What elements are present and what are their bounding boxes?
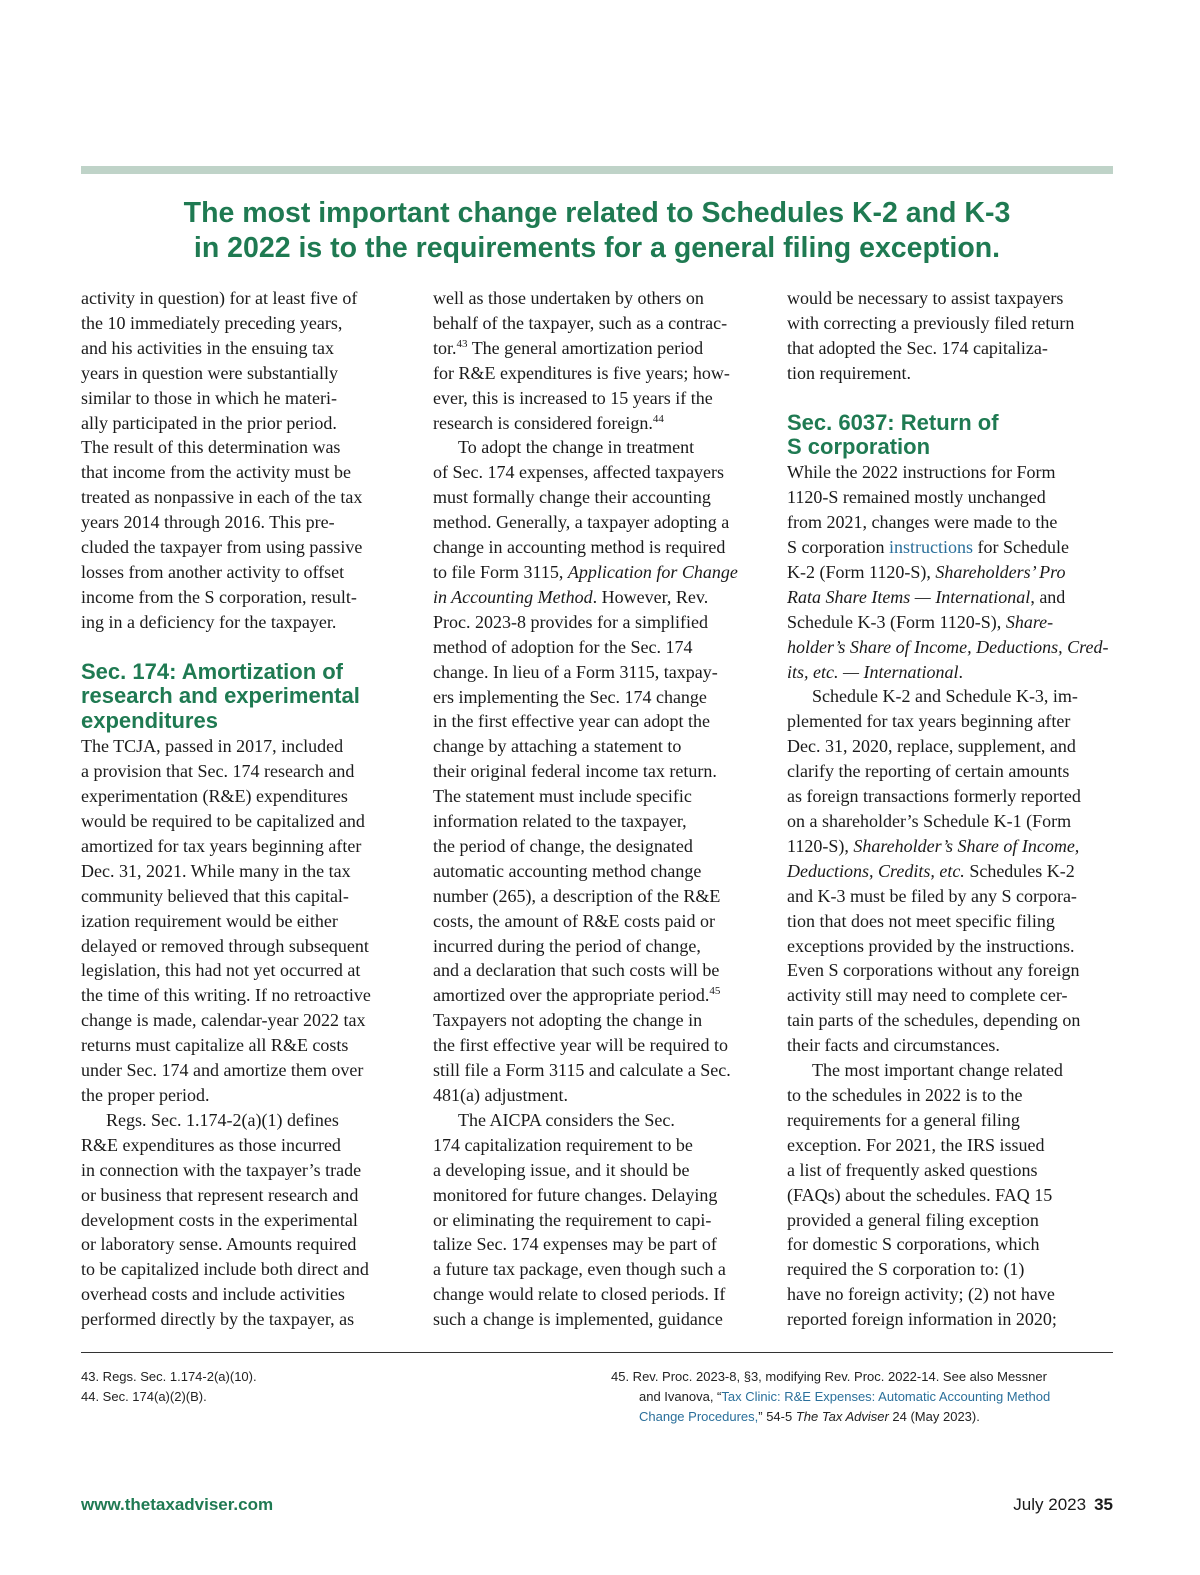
text-line: that income from the activity must be	[81, 462, 351, 483]
text-line: R&E expenditures as those incurred	[81, 1134, 341, 1155]
text-span: 24 (May 2023).	[888, 1409, 980, 1424]
text-line: the time of this writing. If no retroactive	[81, 985, 371, 1006]
footnote-ref-43[interactable]: 43	[456, 337, 468, 350]
text-span: Schedules K-2	[964, 860, 1075, 881]
text-line: method. Generally, a taxpayer adopting a	[433, 512, 730, 533]
text-line: change is made, calendar-year 2022 tax	[81, 1010, 366, 1031]
text-line: under Sec. 174 and amortize them over	[81, 1060, 364, 1081]
text-line	[787, 610, 1117, 635]
text-line: income from the S corporation, result-	[81, 586, 357, 607]
text-line: of Sec. 174 expenses, affected taxpayers	[433, 462, 725, 483]
paragraph	[787, 1058, 1117, 1332]
text-line: overhead costs and include activities	[81, 1284, 345, 1305]
text-line: as foreign transactions formerly reported	[787, 786, 1081, 807]
text-line: (FAQs) about the schedules. FAQ 15	[787, 1184, 1053, 1205]
text-line: reported foreign information in 2020;	[787, 1309, 1057, 1330]
text-span: Schedule K-3 (Form 1120-S),	[787, 611, 1006, 632]
text-line: change by attaching a statement to	[433, 736, 682, 757]
text-line: that adopted the Sec. 174 capitaliza-	[787, 337, 1048, 358]
paragraph	[787, 684, 1117, 1058]
text-line: to the schedules in 2022 is to the	[787, 1084, 1023, 1105]
text-line: a future tax package, even though such a	[433, 1259, 726, 1280]
footnote-ref-45[interactable]: 45	[709, 985, 721, 998]
text-line: The most important change related	[812, 1060, 1063, 1081]
text-line: To adopt the change in treatment	[458, 437, 695, 458]
pull-quote	[81, 196, 1113, 266]
text-span: 1120-S),	[787, 835, 854, 856]
text-line: experimentation (R&E) expenditures	[81, 786, 348, 807]
text-line: years 2014 through 2016. This pre-	[81, 512, 335, 533]
text-line	[433, 336, 763, 361]
text-line: for domestic S corporations, which	[787, 1234, 1040, 1255]
text-line	[787, 834, 1117, 859]
heading-line: expenditures	[81, 708, 218, 734]
text-line: incurred during the period of change,	[433, 935, 701, 956]
text-line: well as those undertaken by others on	[433, 288, 704, 308]
text-line: activity in question) for at least five of	[81, 288, 358, 308]
text-line: exception. For 2021, the IRS issued	[787, 1134, 1045, 1155]
text-line	[787, 560, 1117, 585]
publication-title: The Tax Adviser	[795, 1409, 889, 1424]
form-title-italic: Rata Share Items — International	[787, 586, 1031, 607]
text-line: their facts and circumstances.	[787, 1035, 1000, 1056]
footer-issue	[1013, 1495, 1113, 1515]
paragraph	[81, 1108, 407, 1332]
text-line: and his activities in the ensuing tax	[81, 337, 334, 358]
text-line: development costs in the experimental	[81, 1209, 358, 1230]
page-number: 35	[1094, 1495, 1113, 1514]
text-line: ization requirement would be either	[81, 910, 338, 931]
text-line	[787, 660, 1117, 685]
text-line: The AICPA considers the Sec.	[458, 1109, 675, 1130]
paragraph	[433, 435, 763, 1107]
form-title-italic: Deductions, Credits, etc.	[787, 860, 965, 881]
footnote-ref-44[interactable]: 44	[652, 412, 664, 425]
section-heading-sec-6037	[787, 411, 1117, 461]
form-title-italic: Shareholders’ Pro	[935, 561, 1066, 582]
text-line: ers implementing the Sec. 174 change	[433, 686, 707, 707]
heading-line: S corporation	[787, 434, 931, 460]
text-line: activity still may need to complete cer-	[787, 985, 1068, 1006]
text-line: tion requirement.	[787, 362, 911, 383]
text-line: change. In lieu of a Form 3115, taxpay-	[433, 661, 718, 682]
text-line: The statement must include specific	[433, 786, 692, 807]
text-line: similar to those in which he materi-	[81, 387, 337, 408]
text-span: K-2 (Form 1120-S),	[787, 561, 936, 582]
pull-quote-line: in 2022 is to the requirements for a general filing exception.	[193, 232, 1001, 264]
text-span: for Schedule	[972, 537, 1069, 558]
footer-website-link[interactable]: www.thetaxadviser.com	[81, 1495, 274, 1514]
footnote-45-cont	[611, 1407, 1111, 1427]
text-line: with correcting a previously filed return	[787, 312, 1075, 333]
text-line: exceptions provided by the instructions.	[787, 935, 1075, 956]
pull-quote-line: The most important change related to Schedules K-2 and K-3	[183, 197, 1011, 229]
text-line: The result of this determination was	[81, 437, 341, 458]
text-span: S corporation	[787, 537, 889, 558]
paragraph	[787, 460, 1117, 684]
text-line: monitored for future changes. Delaying	[433, 1184, 718, 1205]
tax-clinic-link[interactable]: Tax Clinic: R&E Expenses: Automatic Accounting Method	[721, 1389, 1051, 1404]
text-line: still file a Form 3115 and calculate a Sec.	[433, 1060, 731, 1081]
text-span: research is considered foreign.	[433, 412, 653, 433]
form-title-italic: Application for Change	[567, 561, 738, 582]
text-line: provided a general filing exception	[787, 1209, 1039, 1230]
text-line: Regs. Sec. 1.174-2(a)(1) defines	[106, 1109, 339, 1130]
text-line: treated as nonpassive in each of the tax	[81, 487, 363, 508]
text-span: tor.	[433, 337, 457, 358]
text-line: performed directly by the taxpayer, as	[81, 1309, 355, 1330]
text-line	[787, 535, 1117, 560]
footnote-45: 45. Rev. Proc. 2023-8, §3, modifying Rev. Proc. 2022-14. See also Messner	[611, 1369, 1047, 1384]
footnote-45-cont	[611, 1387, 1111, 1407]
text-line: number (265), a description of the R&E	[433, 885, 721, 906]
paragraph	[433, 286, 763, 435]
column-3	[787, 286, 1117, 1332]
text-line	[787, 859, 1117, 884]
text-line: information related to the taxpayer,	[433, 811, 687, 832]
text-line: or business that represent research and	[81, 1184, 359, 1205]
text-line: automatic accounting method change	[433, 860, 702, 881]
tax-clinic-link[interactable]: Change Procedures,	[639, 1409, 759, 1424]
heading-line: Sec. 174: Amortization of	[81, 658, 344, 684]
footnote-divider	[81, 1352, 1113, 1353]
text-line: in connection with the taxpayer’s trade	[81, 1159, 362, 1180]
text-line: 1120-S remained mostly unchanged	[787, 487, 1046, 508]
text-line: Schedule K-2 and Schedule K-3, im-	[812, 686, 1078, 707]
text-line: Dec. 31, 2020, replace, supplement, and	[787, 736, 1076, 757]
text-line: Even S corporations without any foreign	[787, 960, 1080, 981]
text-line: costs, the amount of R&E costs paid or	[433, 910, 715, 931]
form-title-italic: in Accounting Method	[433, 586, 593, 607]
text-line: would be necessary to assist taxpayers	[787, 288, 1064, 308]
top-rule	[81, 166, 1113, 174]
instructions-link[interactable]: instructions	[888, 537, 973, 558]
section-heading-sec-174	[81, 660, 407, 735]
text-span: amortized over the appropriate period.	[433, 985, 710, 1006]
text-line: plemented for tax years beginning after	[787, 711, 1071, 732]
text-line: clarify the reporting of certain amounts	[787, 761, 1070, 782]
text-line: have no foreign activity; (2) not have	[787, 1284, 1055, 1305]
text-span: , and	[1030, 586, 1066, 607]
text-line: behalf of the taxpayer, such as a contrac-	[433, 312, 728, 333]
text-line: for R&E expenditures is five years; how-	[433, 362, 730, 383]
text-line: the proper period.	[81, 1084, 210, 1105]
text-line: change in accounting method is required	[433, 537, 726, 558]
text-line: Proc. 2023-8 provides for a simplified	[433, 611, 708, 632]
text-line	[787, 585, 1117, 610]
text-line: 174 capitalization requirement to be	[433, 1134, 693, 1155]
text-line: in the first effective year can adopt the	[433, 711, 711, 732]
form-title-italic: Shareholder’s Share of Income,	[853, 835, 1080, 856]
paragraph	[787, 286, 1117, 386]
text-line: losses from another activity to offset	[81, 561, 345, 582]
text-line: Dec. 31, 2021. While many in the tax	[81, 860, 351, 881]
text-line: such a change is implemented, guidance	[433, 1309, 723, 1330]
form-title-italic: its, etc. — International	[787, 661, 959, 682]
text-line: change would relate to closed periods. If	[433, 1284, 726, 1305]
text-line	[433, 585, 763, 610]
text-span: ” 54-5	[758, 1409, 796, 1424]
text-line: ing in a deficiency for the taxpayer.	[81, 611, 337, 632]
text-line: ever, this is increased to 15 years if the	[433, 387, 713, 408]
text-line: tain parts of the schedules, depending on	[787, 1010, 1081, 1031]
text-line: or laboratory sense. Amounts required	[81, 1234, 357, 1255]
footnote-43: 43. Regs. Sec. 1.174-2(a)(10).	[81, 1369, 257, 1384]
text-line: returns must capitalize all R&E costs	[81, 1035, 349, 1056]
footnote-44: 44. Sec. 174(a)(2)(B).	[81, 1389, 207, 1404]
text-line: on a shareholder’s Schedule K-1 (Form	[787, 811, 1072, 832]
footnotes-left	[81, 1367, 581, 1407]
text-line: years in question were substantially	[81, 362, 338, 383]
paragraph	[81, 734, 407, 1108]
text-line: to be capitalized include both direct and	[81, 1259, 369, 1280]
issue-date: July 2023	[1013, 1495, 1087, 1514]
text-line: method of adoption for the Sec. 174	[433, 636, 693, 657]
form-title-italic: Share-	[1005, 611, 1054, 632]
heading-line: research and experimental	[81, 683, 360, 709]
column-1	[81, 286, 407, 1332]
text-line: and a declaration that such costs will be	[433, 960, 720, 981]
text-span: .	[958, 661, 963, 682]
text-line	[433, 983, 763, 1008]
text-line: the period of change, the designated	[433, 835, 693, 856]
heading-line: Sec. 6037: Return of	[787, 409, 999, 435]
text-line: While the 2022 instructions for Form	[787, 462, 1056, 483]
text-line: from 2021, changes were made to the	[787, 512, 1058, 533]
text-line: amortized for tax years beginning after	[81, 835, 362, 856]
text-line: a developing issue, and it should be	[433, 1159, 690, 1180]
text-span: and Ivanova, “	[639, 1389, 722, 1404]
text-line: holder’s Share of Income, Deductions, Cred-	[787, 636, 1109, 657]
text-line: would be required to be capitalized and	[81, 811, 365, 832]
paragraph	[433, 1108, 763, 1332]
text-line: legislation, this had not yet occurred at	[81, 960, 361, 981]
text-line: their original federal income tax return.	[433, 761, 717, 782]
text-line: Taxpayers not adopting the change in	[433, 1010, 703, 1031]
text-span: . However, Rev.	[592, 586, 709, 607]
text-line: requirements for a general filing	[787, 1109, 1020, 1130]
text-span: to file Form 3115,	[433, 561, 568, 582]
text-line: a provision that Sec. 174 research and	[81, 761, 355, 782]
text-line	[433, 411, 763, 436]
text-line: or eliminating the requirement to capi-	[433, 1209, 712, 1230]
text-line: required the S corporation to: (1)	[787, 1259, 1025, 1280]
text-line: tion that does not meet specific filing	[787, 910, 1055, 931]
text-line: delayed or removed through subsequent	[81, 935, 369, 956]
text-line: a list of frequently asked questions	[787, 1159, 1038, 1180]
text-line: the first effective year will be required to	[433, 1035, 729, 1056]
text-line: community believed that this capital-	[81, 885, 349, 906]
text-line: The TCJA, passed in 2017, included	[81, 736, 344, 757]
text-line: ally participated in the prior period.	[81, 412, 337, 433]
text-line: talize Sec. 174 expenses may be part of	[433, 1234, 717, 1255]
column-2	[433, 286, 763, 1332]
text-line: 481(a) adjustment.	[433, 1085, 568, 1105]
paragraph	[81, 286, 407, 635]
text-line: the 10 immediately preceding years,	[81, 312, 343, 333]
text-span: The general amortization period	[467, 337, 704, 358]
text-line: must formally change their accounting	[433, 487, 711, 508]
text-line: and K-3 must be filed by any S corpora-	[787, 885, 1077, 906]
text-line	[433, 560, 763, 585]
footnotes-right	[611, 1367, 1111, 1427]
text-line: cluded the taxpayer from using passive	[81, 537, 363, 558]
